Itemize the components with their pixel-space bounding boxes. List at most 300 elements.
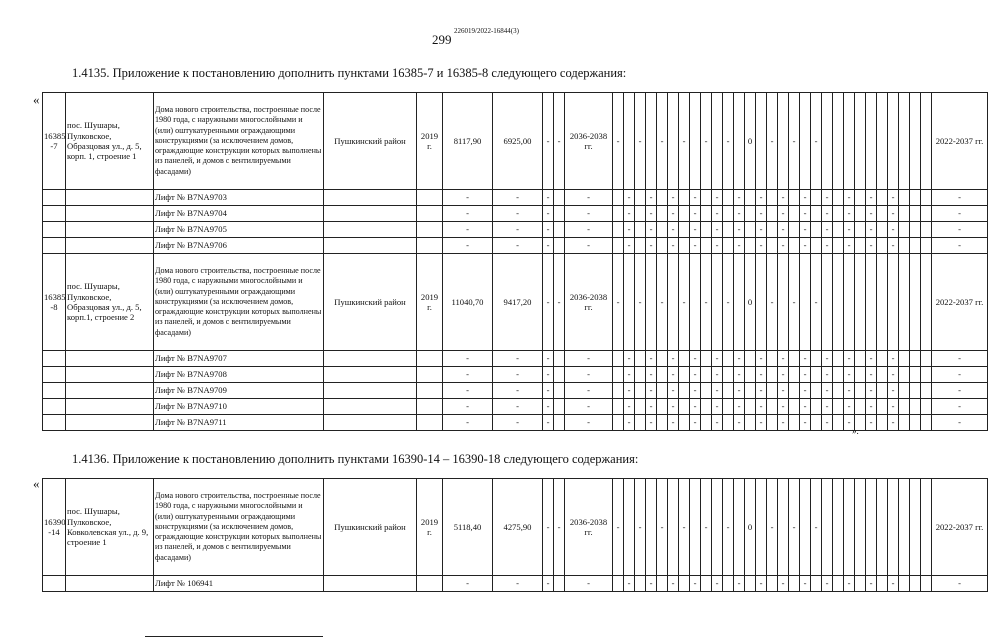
- dash-cell: [910, 93, 921, 190]
- dash-cell: [679, 576, 690, 592]
- dash-cell: -: [635, 479, 646, 576]
- empty-cell: [43, 190, 66, 206]
- dash-cell: -: [800, 222, 811, 238]
- dash-cell: -: [635, 93, 646, 190]
- dash-cell: -: [646, 367, 657, 383]
- dash-cell: -: [734, 576, 745, 592]
- record-district: Пушкинский район: [324, 479, 417, 576]
- dash-cell: [833, 238, 844, 254]
- dash-cell: [723, 238, 734, 254]
- dash-cell: -: [756, 399, 767, 415]
- table-row: [43, 93, 988, 190]
- dash-cell: [866, 479, 877, 576]
- record-district: Пушкинский район: [324, 254, 417, 351]
- dash-cell: -: [657, 254, 668, 351]
- dash-cell: [877, 576, 888, 592]
- dash-cell: -: [543, 479, 554, 576]
- dash-cell: -: [888, 576, 899, 592]
- dash-cell: -: [932, 238, 988, 254]
- dash-cell: -: [657, 93, 668, 190]
- record-area-total: 11040,70: [443, 254, 493, 351]
- dash-cell: [668, 254, 679, 351]
- dash-cell: [833, 93, 844, 190]
- lift-label: Лифт № В7NA9703: [154, 190, 324, 206]
- lift-row: [43, 399, 988, 415]
- dash-cell: [811, 206, 822, 222]
- dash-cell: [417, 367, 443, 383]
- empty-cell: [43, 415, 66, 431]
- empty-cell: [43, 351, 66, 367]
- dash-cell: -: [811, 479, 822, 576]
- dash-cell: [767, 222, 778, 238]
- dash-cell: -: [712, 222, 723, 238]
- dash-cell: [756, 93, 767, 190]
- dash-cell: -: [778, 222, 789, 238]
- empty-cell: [43, 222, 66, 238]
- dash-cell: [635, 190, 646, 206]
- dash-cell: [877, 222, 888, 238]
- empty-cell: [66, 351, 154, 367]
- dash-cell: [899, 238, 910, 254]
- dash-cell: -: [778, 576, 789, 592]
- record-description: Дома нового строительства, построенные после 1980 года, с наружными многослойными и (или) оштукатуренными ограждающими конструкциями (за исключением домов, ограждающие конструкции которых выполнены из панелей, и домов с вентилируемыми фасадами): [154, 93, 324, 190]
- dash-cell: [877, 383, 888, 399]
- lift-row: [43, 383, 988, 399]
- record-zero: 0: [745, 254, 756, 351]
- dash-cell: -: [624, 576, 635, 592]
- dash-cell: -: [866, 576, 877, 592]
- dash-cell: [899, 351, 910, 367]
- record-number: 16385 -7: [43, 93, 66, 190]
- dash-cell: [877, 415, 888, 431]
- dash-cell: [668, 93, 679, 190]
- dash-cell: -: [734, 367, 745, 383]
- dash-cell: [624, 254, 635, 351]
- dash-cell: -: [789, 93, 800, 190]
- dash-cell: -: [443, 383, 493, 399]
- dash-cell: -: [657, 479, 668, 576]
- dash-cell: -: [565, 238, 613, 254]
- dash-cell: [613, 576, 624, 592]
- dash-cell: [921, 479, 932, 576]
- dash-cell: [789, 190, 800, 206]
- dash-cell: -: [443, 367, 493, 383]
- record-address: пос. Шушары, Пулковское, Образцовая ул., д. 5, корп. 1, строение 1: [66, 93, 154, 190]
- dash-cell: -: [443, 206, 493, 222]
- dash-cell: -: [844, 351, 855, 367]
- dash-cell: [657, 190, 668, 206]
- dash-cell: [417, 190, 443, 206]
- dash-cell: [921, 351, 932, 367]
- dash-cell: [899, 367, 910, 383]
- dash-cell: [833, 351, 844, 367]
- dash-cell: [690, 254, 701, 351]
- dash-cell: [417, 576, 443, 592]
- dash-cell: -: [756, 576, 767, 592]
- dash-cell: -: [844, 367, 855, 383]
- dash-cell: -: [789, 479, 800, 576]
- dash-cell: -: [565, 351, 613, 367]
- dash-cell: [855, 190, 866, 206]
- dash-cell: [701, 415, 712, 431]
- dash-cell: -: [543, 206, 554, 222]
- dash-cell: -: [690, 415, 701, 431]
- dash-cell: -: [800, 206, 811, 222]
- empty-cell: [66, 383, 154, 399]
- dash-cell: [635, 383, 646, 399]
- section-1-open-quote: «: [33, 92, 40, 107]
- dash-cell: -: [932, 367, 988, 383]
- dash-cell: [417, 206, 443, 222]
- dash-cell: -: [767, 93, 778, 190]
- dash-cell: [921, 93, 932, 190]
- dash-cell: [701, 351, 712, 367]
- dash-cell: -: [866, 222, 877, 238]
- lift-row: [43, 576, 988, 592]
- empty-cell: [66, 190, 154, 206]
- dash-cell: -: [778, 351, 789, 367]
- dash-cell: -: [800, 351, 811, 367]
- record-year: 2019 г.: [417, 479, 443, 576]
- lift-label: Лифт № В7NA9708: [154, 367, 324, 383]
- dash-cell: [789, 351, 800, 367]
- dash-cell: [855, 206, 866, 222]
- dash-cell: [657, 415, 668, 431]
- dash-cell: [899, 576, 910, 592]
- dash-cell: [635, 351, 646, 367]
- dash-cell: -: [932, 190, 988, 206]
- dash-cell: -: [932, 206, 988, 222]
- record-area-total: 5118,40: [443, 479, 493, 576]
- empty-cell: [66, 206, 154, 222]
- dash-cell: [635, 222, 646, 238]
- dash-cell: -: [932, 415, 988, 431]
- dash-cell: [855, 222, 866, 238]
- dash-cell: [701, 222, 712, 238]
- dash-cell: -: [932, 351, 988, 367]
- dash-cell: [657, 367, 668, 383]
- dash-cell: [910, 190, 921, 206]
- dash-cell: [324, 576, 417, 592]
- dash-cell: -: [690, 383, 701, 399]
- dash-cell: [554, 383, 565, 399]
- dash-cell: [910, 222, 921, 238]
- dash-cell: [822, 479, 833, 576]
- dash-cell: [789, 206, 800, 222]
- dash-cell: -: [866, 399, 877, 415]
- dash-cell: [833, 415, 844, 431]
- dash-cell: -: [554, 93, 565, 190]
- dash-cell: [910, 367, 921, 383]
- dash-cell: [417, 415, 443, 431]
- dash-cell: -: [712, 415, 723, 431]
- record-number: 16385 -8: [43, 254, 66, 351]
- dash-cell: -: [822, 576, 833, 592]
- dash-cell: [324, 238, 417, 254]
- dash-cell: [324, 206, 417, 222]
- dash-cell: [635, 206, 646, 222]
- dash-cell: [910, 415, 921, 431]
- dash-cell: [844, 93, 855, 190]
- dash-cell: [899, 254, 910, 351]
- dash-cell: [657, 206, 668, 222]
- dash-cell: [855, 367, 866, 383]
- lift-label: Лифт № В7NA9710: [154, 399, 324, 415]
- dash-cell: [679, 399, 690, 415]
- dash-cell: [899, 399, 910, 415]
- dash-cell: -: [443, 351, 493, 367]
- dash-cell: -: [866, 367, 877, 383]
- dash-cell: -: [493, 351, 543, 367]
- dash-cell: [921, 238, 932, 254]
- dash-cell: -: [778, 383, 789, 399]
- dash-cell: -: [493, 399, 543, 415]
- dash-cell: [800, 93, 811, 190]
- dash-cell: [723, 367, 734, 383]
- dash-cell: -: [756, 383, 767, 399]
- dash-cell: [855, 576, 866, 592]
- dash-cell: -: [844, 383, 855, 399]
- dash-cell: [635, 415, 646, 431]
- dash-cell: [646, 254, 657, 351]
- dash-cell: -: [888, 383, 899, 399]
- dash-cell: [324, 190, 417, 206]
- dash-cell: -: [866, 238, 877, 254]
- lift-label: Лифт № В7NA9706: [154, 238, 324, 254]
- dash-cell: [745, 399, 756, 415]
- dash-cell: [899, 190, 910, 206]
- empty-cell: [43, 576, 66, 592]
- dash-cell: [554, 222, 565, 238]
- dash-cell: -: [565, 222, 613, 238]
- dash-cell: -: [554, 254, 565, 351]
- dash-cell: -: [646, 383, 657, 399]
- dash-cell: -: [443, 190, 493, 206]
- dash-cell: -: [493, 206, 543, 222]
- dash-cell: -: [624, 238, 635, 254]
- section-1-title: 1.4135. Приложение к постановлению дополнить пунктами 16385-7 и 16385-8 следующего содержания:: [72, 66, 627, 80]
- dash-cell: -: [679, 93, 690, 190]
- dash-cell: [866, 93, 877, 190]
- record-period: 2022-2037 гг.: [932, 93, 988, 190]
- dash-cell: -: [493, 238, 543, 254]
- dash-cell: [767, 367, 778, 383]
- dash-cell: [844, 479, 855, 576]
- dash-cell: [745, 383, 756, 399]
- table-row: [43, 479, 988, 576]
- dash-cell: [646, 93, 657, 190]
- dash-cell: [679, 351, 690, 367]
- dash-cell: [833, 190, 844, 206]
- dash-cell: -: [668, 222, 679, 238]
- dash-cell: [734, 93, 745, 190]
- dash-cell: [745, 351, 756, 367]
- dash-cell: [844, 254, 855, 351]
- dash-cell: -: [493, 383, 543, 399]
- dash-cell: [554, 351, 565, 367]
- dash-cell: -: [778, 206, 789, 222]
- dash-cell: -: [723, 93, 734, 190]
- dash-cell: [833, 383, 844, 399]
- dash-cell: -: [624, 399, 635, 415]
- empty-cell: [66, 222, 154, 238]
- dash-cell: [866, 254, 877, 351]
- dash-cell: [723, 576, 734, 592]
- empty-cell: [43, 383, 66, 399]
- dash-cell: -: [888, 238, 899, 254]
- dash-cell: [679, 222, 690, 238]
- dash-cell: [657, 238, 668, 254]
- lift-label: Лифт № В7NA9704: [154, 206, 324, 222]
- dash-cell: [679, 367, 690, 383]
- dash-cell: -: [932, 222, 988, 238]
- dash-cell: -: [800, 238, 811, 254]
- lift-label: Лифт № В7NA9705: [154, 222, 324, 238]
- dash-cell: [624, 479, 635, 576]
- dash-cell: [910, 238, 921, 254]
- dash-cell: -: [888, 415, 899, 431]
- dash-cell: [324, 367, 417, 383]
- dash-cell: -: [543, 190, 554, 206]
- dash-cell: -: [932, 576, 988, 592]
- dash-cell: [745, 415, 756, 431]
- dash-cell: [811, 415, 822, 431]
- dash-cell: [657, 351, 668, 367]
- dash-cell: -: [712, 190, 723, 206]
- dash-cell: [877, 367, 888, 383]
- dash-cell: -: [646, 576, 657, 592]
- dash-cell: -: [543, 238, 554, 254]
- dash-cell: [635, 399, 646, 415]
- dash-cell: [701, 190, 712, 206]
- dash-cell: [767, 190, 778, 206]
- dash-cell: [921, 576, 932, 592]
- dash-cell: [899, 415, 910, 431]
- dash-cell: [855, 351, 866, 367]
- dash-cell: [800, 254, 811, 351]
- dash-cell: -: [866, 383, 877, 399]
- dash-cell: -: [866, 190, 877, 206]
- dash-cell: -: [811, 93, 822, 190]
- dash-cell: [324, 351, 417, 367]
- dash-cell: [756, 479, 767, 576]
- dash-cell: [877, 93, 888, 190]
- record-area-living: 6925,00: [493, 93, 543, 190]
- dash-cell: [679, 206, 690, 222]
- empty-cell: [66, 399, 154, 415]
- dash-cell: -: [888, 206, 899, 222]
- dash-cell: -: [712, 238, 723, 254]
- dash-cell: -: [734, 399, 745, 415]
- dash-cell: [324, 222, 417, 238]
- dash-cell: [877, 351, 888, 367]
- dash-cell: [701, 206, 712, 222]
- dash-cell: [712, 254, 723, 351]
- dash-cell: -: [932, 383, 988, 399]
- dash-cell: -: [668, 206, 679, 222]
- dash-cell: -: [888, 367, 899, 383]
- dash-cell: -: [701, 479, 712, 576]
- dash-cell: [624, 93, 635, 190]
- empty-cell: [43, 238, 66, 254]
- record-area-total: 8117,90: [443, 93, 493, 190]
- dash-cell: [833, 399, 844, 415]
- dash-cell: -: [690, 190, 701, 206]
- record-period: 2022-2037 гг.: [932, 479, 988, 576]
- dash-cell: [679, 415, 690, 431]
- dash-cell: [613, 415, 624, 431]
- lift-row: [43, 190, 988, 206]
- dash-cell: -: [778, 399, 789, 415]
- dash-cell: [324, 415, 417, 431]
- record-address: пос. Шушары, Пулковское, Ковколевская ул., д. 9, строение 1: [66, 479, 154, 576]
- dash-cell: [679, 190, 690, 206]
- dash-cell: -: [822, 415, 833, 431]
- empty-cell: [66, 367, 154, 383]
- dash-cell: [910, 351, 921, 367]
- dash-cell: -: [668, 351, 679, 367]
- dash-cell: -: [756, 190, 767, 206]
- dash-cell: -: [543, 93, 554, 190]
- dash-cell: [657, 222, 668, 238]
- dash-cell: [701, 399, 712, 415]
- dash-cell: -: [800, 383, 811, 399]
- dash-cell: [723, 222, 734, 238]
- dash-cell: [657, 383, 668, 399]
- dash-cell: -: [565, 383, 613, 399]
- dash-cell: [877, 190, 888, 206]
- dash-cell: [877, 399, 888, 415]
- dash-cell: -: [800, 576, 811, 592]
- dash-cell: [613, 399, 624, 415]
- dash-cell: [899, 479, 910, 576]
- dash-cell: [855, 93, 866, 190]
- dash-cell: [635, 238, 646, 254]
- dash-cell: [899, 383, 910, 399]
- dash-cell: -: [690, 351, 701, 367]
- dash-cell: [554, 367, 565, 383]
- section-1-table: [42, 92, 988, 431]
- dash-cell: -: [624, 383, 635, 399]
- dash-cell: -: [646, 238, 657, 254]
- dash-cell: -: [767, 479, 778, 576]
- dash-cell: -: [493, 190, 543, 206]
- dash-cell: [745, 222, 756, 238]
- dash-cell: [811, 383, 822, 399]
- dash-cell: -: [701, 93, 712, 190]
- dash-cell: [613, 351, 624, 367]
- dash-cell: -: [822, 222, 833, 238]
- dash-cell: -: [888, 190, 899, 206]
- dash-cell: [789, 576, 800, 592]
- dash-cell: -: [543, 383, 554, 399]
- dash-cell: [910, 576, 921, 592]
- dash-cell: -: [822, 190, 833, 206]
- dash-cell: -: [646, 222, 657, 238]
- record-zero: 0: [745, 93, 756, 190]
- dash-cell: [554, 576, 565, 592]
- dash-cell: [324, 383, 417, 399]
- dash-cell: [767, 399, 778, 415]
- dash-cell: [877, 238, 888, 254]
- dash-cell: [778, 93, 789, 190]
- dash-cell: -: [543, 415, 554, 431]
- dash-cell: -: [734, 190, 745, 206]
- dash-cell: -: [493, 576, 543, 592]
- dash-cell: -: [734, 383, 745, 399]
- dash-cell: -: [932, 399, 988, 415]
- dash-cell: -: [822, 383, 833, 399]
